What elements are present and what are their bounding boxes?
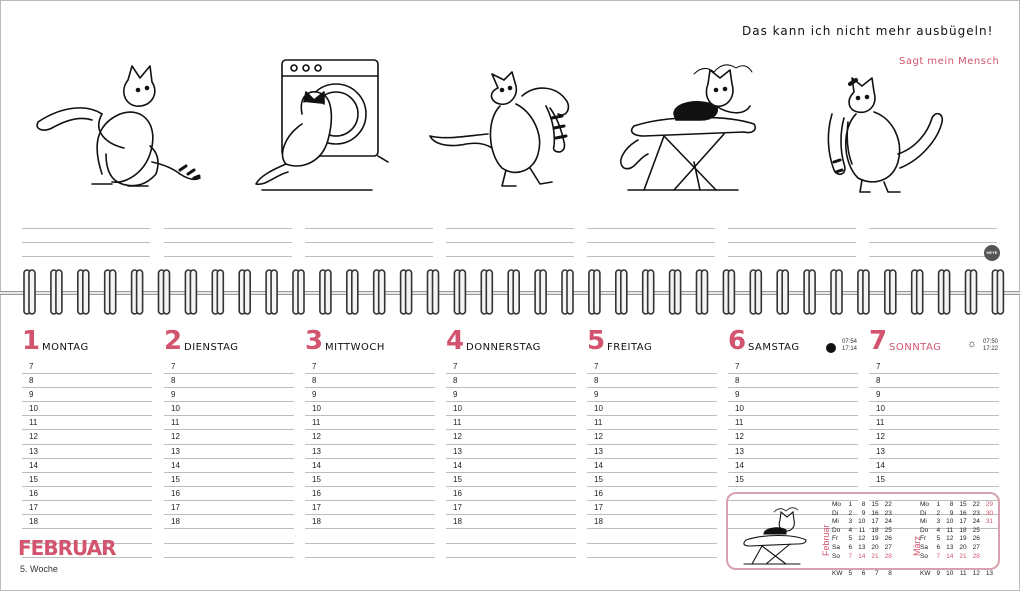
hour-slot[interactable]: 10 [869, 402, 999, 416]
mini-calendar-row [832, 527, 895, 536]
date-cell: 1 [936, 501, 941, 508]
hour-slot[interactable]: 12 [728, 430, 858, 444]
date-cell: 24 [972, 518, 980, 526]
date-cell: 10 [858, 518, 866, 526]
date-cell [970, 561, 983, 570]
cat-sitting-in-basket-illustration [32, 44, 202, 200]
binding-ring [971, 270, 977, 314]
date-cell: 10 [946, 569, 954, 577]
day-header [305, 328, 435, 358]
date-cell [983, 527, 996, 536]
mini-calendar-row [920, 570, 996, 579]
hour-slot[interactable]: 7 [305, 360, 435, 374]
hour-slot[interactable]: 11 [446, 416, 576, 430]
cat-holding-laundry-illustration [426, 44, 596, 200]
binding-ring [486, 270, 492, 314]
date-cell [943, 561, 956, 570]
extra-note-line[interactable] [587, 557, 717, 558]
day-name: SAMSTAG [748, 342, 800, 353]
binding-ring [83, 270, 89, 314]
binding-ring [164, 270, 170, 314]
extra-note-line[interactable] [446, 543, 576, 544]
date-cell: 24 [884, 518, 892, 526]
mini-calendar-row [920, 544, 996, 553]
date-cell: 2 [848, 509, 853, 517]
weekday-label [920, 561, 933, 570]
date-cell: 15 [959, 501, 967, 508]
date-cell [983, 561, 996, 570]
hour-slot[interactable]: 16 [446, 487, 576, 501]
notes-lines[interactable] [869, 215, 997, 257]
publisher-logo: HEYE [984, 245, 1000, 261]
hour-slot[interactable]: 9 [728, 388, 858, 402]
weekday-label: Sa [920, 543, 928, 551]
sun-icon: ☼ [967, 338, 978, 350]
hour-slot[interactable]: 13 [22, 445, 152, 459]
binding-ring [244, 270, 250, 314]
binding-ring [190, 270, 196, 314]
date-cell: 8 [861, 501, 866, 508]
weekday-label: Mo [832, 501, 842, 508]
hour-slot[interactable]: 15 [305, 473, 435, 487]
hour-slot[interactable]: 8 [22, 374, 152, 388]
hour-slot[interactable]: 15 [164, 473, 294, 487]
date-cell: 7 [936, 552, 941, 560]
mini-calendar-row [832, 544, 895, 553]
new-moon-icon [826, 343, 836, 353]
binding-ring [379, 270, 385, 314]
date-cell: 13 [946, 543, 954, 551]
extra-note-line[interactable] [305, 557, 435, 558]
date-cell: 26 [884, 535, 892, 543]
hour-slot[interactable]: 11 [728, 416, 858, 430]
hour-slot[interactable]: 16 [22, 487, 152, 501]
binding-ring [567, 270, 573, 314]
date-cell: 13 [985, 569, 994, 577]
mini-calendar [726, 492, 1000, 577]
date-cell: 21 [959, 552, 967, 560]
date-cell: 30 [985, 509, 994, 517]
hour-slot[interactable]: 17 [587, 501, 717, 515]
moon-time-1: 07:54 [842, 339, 858, 345]
binding-ring [459, 270, 465, 314]
binding-ring [648, 270, 654, 314]
date-cell: 9 [936, 569, 941, 577]
binding-ring [56, 270, 62, 314]
date-cell: 31 [985, 518, 994, 526]
hour-slot[interactable]: 8 [305, 374, 435, 388]
hour-slot[interactable]: 11 [22, 416, 152, 430]
moon-phase-info [826, 339, 857, 353]
weekday-label: Fr [832, 535, 839, 543]
hour-slot[interactable]: 13 [869, 445, 999, 459]
binding-ring [352, 270, 358, 314]
hour-slot[interactable]: 13 [446, 445, 576, 459]
date-cell: 23 [972, 509, 980, 517]
mini-calendar-row [920, 561, 996, 570]
weekday-label [832, 561, 845, 570]
hour-slot[interactable]: 14 [869, 459, 999, 473]
date-cell: 25 [972, 526, 980, 534]
weekday-label: Mi [832, 518, 839, 526]
weekday-label: KW [920, 569, 931, 577]
date-cell: 26 [972, 535, 980, 543]
day-number: 5 [587, 326, 606, 356]
date-cell: 3 [848, 518, 853, 526]
mini-calendar-march [920, 501, 996, 578]
hour-slot[interactable]: 10 [728, 402, 858, 416]
date-cell: 27 [972, 543, 980, 551]
spiral-binding [0, 268, 1020, 316]
weekday-label: KW [832, 569, 843, 577]
binding-ring [513, 270, 519, 314]
hour-slot[interactable]: 9 [869, 388, 999, 402]
moon-time-2: 17:14 [842, 346, 858, 352]
weekday-label: Do [832, 526, 841, 534]
date-cell: 25 [884, 526, 892, 534]
date-cell [855, 561, 868, 570]
date-cell [933, 561, 943, 570]
date-cell: 7 [848, 552, 853, 560]
hour-slot[interactable]: 7 [22, 360, 152, 374]
date-cell [983, 535, 996, 544]
date-cell: 15 [871, 501, 879, 508]
date-cell: 11 [946, 526, 954, 534]
hour-slot[interactable]: 12 [305, 430, 435, 444]
hour-slot[interactable]: 15 [587, 473, 717, 487]
hour-slot[interactable]: 14 [164, 459, 294, 473]
extra-note-line[interactable] [164, 543, 294, 544]
hour-slot[interactable]: 12 [22, 430, 152, 444]
extra-note-line[interactable] [164, 557, 294, 558]
hour-slot[interactable]: 18 [587, 515, 717, 529]
mini-calendar-row [832, 501, 895, 510]
day-name: DIENSTAG [184, 342, 239, 353]
hour-slot[interactable]: 7 [869, 360, 999, 374]
hour-slot[interactable]: 8 [164, 374, 294, 388]
hour-slot[interactable]: 10 [164, 402, 294, 416]
hour-slot[interactable]: 18 [446, 515, 576, 529]
hour-slot[interactable]: 18 [22, 515, 152, 529]
date-cell: 29 [985, 501, 994, 508]
date-cell: 20 [959, 543, 967, 551]
binding-ring [782, 270, 788, 314]
day-column [587, 328, 717, 529]
hour-slot[interactable]: 12 [446, 430, 576, 444]
date-cell: 12 [858, 535, 866, 543]
date-cell: 9 [949, 509, 954, 517]
hour-slot[interactable]: 16 [305, 487, 435, 501]
hour-slot[interactable]: 11 [305, 416, 435, 430]
binding-ring [433, 270, 439, 314]
mini-calendar-february [832, 501, 895, 578]
binding-ring [621, 270, 627, 314]
hour-slot[interactable]: 8 [869, 374, 999, 388]
date-cell: 8 [949, 501, 954, 508]
hour-slot[interactable]: 13 [587, 445, 717, 459]
day-header [22, 328, 152, 358]
hour-slot[interactable]: 8 [728, 374, 858, 388]
mini-calendar-row [920, 535, 996, 544]
hour-slot[interactable]: 7 [587, 360, 717, 374]
weekday-label: Mo [920, 501, 930, 508]
day-header [164, 328, 294, 358]
date-cell: 18 [959, 526, 967, 534]
hour-slot[interactable]: 14 [587, 459, 717, 473]
day-number: 2 [164, 326, 183, 356]
weekday-label: Mi [920, 518, 927, 526]
day-column [305, 328, 435, 529]
cat-holding-socks-illustration [812, 44, 982, 200]
day-name: MONTAG [42, 342, 89, 353]
hour-slot[interactable]: 14 [728, 459, 858, 473]
mini-calendar-march-label: März [912, 536, 922, 556]
binding-ring [29, 270, 35, 314]
binding-ring [406, 270, 412, 314]
weekday-label: Di [920, 509, 927, 517]
cat-ironing-thumbnail [734, 498, 814, 568]
date-cell: 18 [871, 526, 879, 534]
mini-calendar-row [832, 570, 895, 579]
caption-attribution: Sagt mein Mensch [899, 56, 1000, 67]
hour-slot[interactable]: 8 [446, 374, 576, 388]
hour-slot[interactable]: 12 [587, 430, 717, 444]
mini-calendar-row [920, 527, 996, 536]
date-cell: 21 [871, 552, 879, 560]
month-title: FEBRUAR [18, 536, 116, 560]
date-cell: 5 [936, 535, 941, 543]
date-cell: 14 [858, 552, 866, 560]
date-cell: 22 [884, 501, 892, 508]
notes-lines[interactable] [587, 215, 715, 257]
extra-note-line[interactable] [587, 543, 717, 544]
date-cell [956, 561, 969, 570]
hour-slot[interactable]: 18 [164, 515, 294, 529]
hour-slot[interactable]: 9 [164, 388, 294, 402]
date-cell: 28 [884, 552, 892, 560]
date-cell: 28 [972, 552, 980, 560]
binding-ring [594, 270, 600, 314]
weekday-label: Fr [920, 535, 927, 543]
mini-calendar-february-label: Februar [821, 524, 831, 556]
binding-ring [809, 270, 815, 314]
binding-ring [675, 270, 681, 314]
day-column [22, 328, 152, 529]
date-cell: 13 [858, 543, 866, 551]
binding-ring [997, 270, 1003, 314]
date-cell [845, 561, 855, 570]
date-cell: 1 [848, 501, 853, 508]
day-header [446, 328, 576, 358]
date-cell: 11 [858, 526, 866, 534]
date-cell: 16 [959, 509, 967, 517]
hour-slot[interactable]: 17 [446, 501, 576, 515]
date-cell: 8 [888, 569, 892, 577]
date-cell: 6 [936, 543, 941, 551]
binding-ring [755, 270, 761, 314]
notes-lines[interactable] [446, 215, 574, 257]
hour-slot[interactable]: 9 [22, 388, 152, 402]
day-number: 3 [305, 326, 324, 356]
hour-slot[interactable]: 11 [587, 416, 717, 430]
binding-ring [540, 270, 546, 314]
date-cell: 17 [959, 518, 967, 526]
hour-slot[interactable]: 7 [164, 360, 294, 374]
date-cell: 12 [946, 535, 954, 543]
day-column [446, 328, 576, 529]
date-cell: 16 [871, 509, 879, 517]
date-cell [983, 553, 996, 562]
date-cell: 6 [848, 543, 853, 551]
caption-text: Das kann ich nicht mehr ausbügeln! [742, 24, 994, 38]
extra-note-line[interactable] [305, 543, 435, 544]
hour-slot[interactable]: 17 [22, 501, 152, 515]
hour-slot[interactable]: 15 [22, 473, 152, 487]
cat-at-ironing-board-illustration [604, 44, 774, 200]
day-number: 1 [22, 326, 41, 356]
day-number: 6 [728, 326, 747, 356]
hour-slot[interactable]: 14 [305, 459, 435, 473]
mini-calendar-row [832, 535, 895, 544]
date-cell [983, 544, 996, 553]
sun-info [967, 339, 998, 353]
weekday-label: Di [832, 509, 839, 517]
binding-ring [137, 270, 143, 314]
binding-ring [298, 270, 304, 314]
hour-slot[interactable]: 8 [587, 374, 717, 388]
binding-ring [728, 270, 734, 314]
day-name: DONNERSTAG [466, 342, 541, 353]
hour-slot[interactable]: 16 [164, 487, 294, 501]
hour-slot[interactable]: 17 [305, 501, 435, 515]
hour-slot[interactable]: 11 [164, 416, 294, 430]
binding-ring [863, 270, 869, 314]
weekday-label: Do [920, 526, 929, 534]
day-name: SONNTAG [889, 342, 942, 353]
binding-ring [217, 270, 223, 314]
day-name: FREITAG [607, 342, 653, 353]
date-cell: 19 [871, 535, 879, 543]
weekday-label: So [832, 552, 840, 560]
hour-slot[interactable]: 15 [869, 473, 999, 487]
week-label: 5. Woche [20, 564, 58, 574]
day-column [164, 328, 294, 529]
binding-ring [836, 270, 842, 314]
day-number: 7 [869, 326, 888, 356]
binding-ring [890, 270, 896, 314]
hour-slot[interactable]: 12 [869, 430, 999, 444]
date-cell: 5 [848, 569, 853, 577]
cat-at-washing-machine-illustration [252, 44, 422, 200]
date-cell: 10 [946, 518, 954, 526]
mini-calendar-row [832, 561, 895, 570]
hour-slot[interactable]: 13 [728, 445, 858, 459]
date-cell: 12 [972, 569, 980, 577]
hour-slot[interactable]: 7 [728, 360, 858, 374]
hour-slot[interactable]: 10 [587, 402, 717, 416]
weekday-label: So [920, 552, 928, 560]
date-cell: 19 [959, 535, 967, 543]
hour-slot[interactable]: 15 [446, 473, 576, 487]
extra-note-line[interactable] [446, 557, 576, 558]
mini-calendar-row [920, 501, 996, 510]
notes-lines[interactable] [164, 215, 292, 257]
sun-time-2: 17:22 [983, 346, 999, 352]
binding-ring [325, 270, 331, 314]
mini-calendar-row [920, 553, 996, 562]
date-cell: 5 [848, 535, 853, 543]
hour-slot[interactable]: 9 [587, 388, 717, 402]
notes-lines[interactable] [728, 215, 856, 257]
binding-ring [917, 270, 923, 314]
date-cell: 7 [874, 569, 879, 577]
binding-ring [110, 270, 116, 314]
hour-slot[interactable]: 15 [728, 473, 858, 487]
binding-ring [271, 270, 277, 314]
hour-slot[interactable]: 14 [22, 459, 152, 473]
mini-calendar-row [832, 510, 895, 519]
hour-slot[interactable]: 17 [164, 501, 294, 515]
binding-ring [944, 270, 950, 314]
hour-slot[interactable]: 12 [164, 430, 294, 444]
date-cell: 11 [959, 569, 967, 577]
date-cell: 20 [871, 543, 879, 551]
date-cell: 27 [884, 543, 892, 551]
notes-lines[interactable] [305, 215, 433, 257]
hour-slot[interactable]: 11 [869, 416, 999, 430]
hour-slot[interactable]: 10 [446, 402, 576, 416]
mini-calendar-row [920, 518, 996, 527]
date-cell: 22 [972, 501, 980, 508]
date-cell [882, 561, 895, 570]
date-cell: 2 [936, 509, 941, 517]
hour-slot[interactable]: 13 [305, 445, 435, 459]
hour-slot[interactable]: 16 [587, 487, 717, 501]
date-cell [868, 561, 881, 570]
date-cell: 4 [936, 526, 941, 534]
mini-calendar-row [920, 510, 996, 519]
weekday-label: Sa [832, 543, 840, 551]
hour-slot[interactable]: 10 [22, 402, 152, 416]
date-cell: 6 [861, 569, 866, 577]
hour-slot[interactable]: 9 [305, 388, 435, 402]
day-name: MITTWOCH [325, 342, 385, 353]
binding-ring [702, 270, 708, 314]
date-cell: 9 [861, 509, 866, 517]
day-header [587, 328, 717, 358]
notes-lines[interactable] [22, 215, 150, 257]
day-number: 4 [446, 326, 465, 356]
date-cell: 17 [871, 518, 879, 526]
date-cell: 14 [946, 552, 954, 560]
hour-slot[interactable]: 10 [305, 402, 435, 416]
date-cell: 4 [848, 526, 853, 534]
sun-time-1: 07:50 [983, 339, 999, 345]
date-cell: 23 [884, 509, 892, 517]
hour-slot[interactable]: 9 [446, 388, 576, 402]
hour-slot[interactable]: 18 [305, 515, 435, 529]
mini-calendar-row [832, 518, 895, 527]
hour-slot[interactable]: 13 [164, 445, 294, 459]
hour-slot[interactable]: 14 [446, 459, 576, 473]
mini-calendar-row [832, 553, 895, 562]
date-cell: 3 [936, 518, 941, 526]
hour-slot[interactable]: 7 [446, 360, 576, 374]
